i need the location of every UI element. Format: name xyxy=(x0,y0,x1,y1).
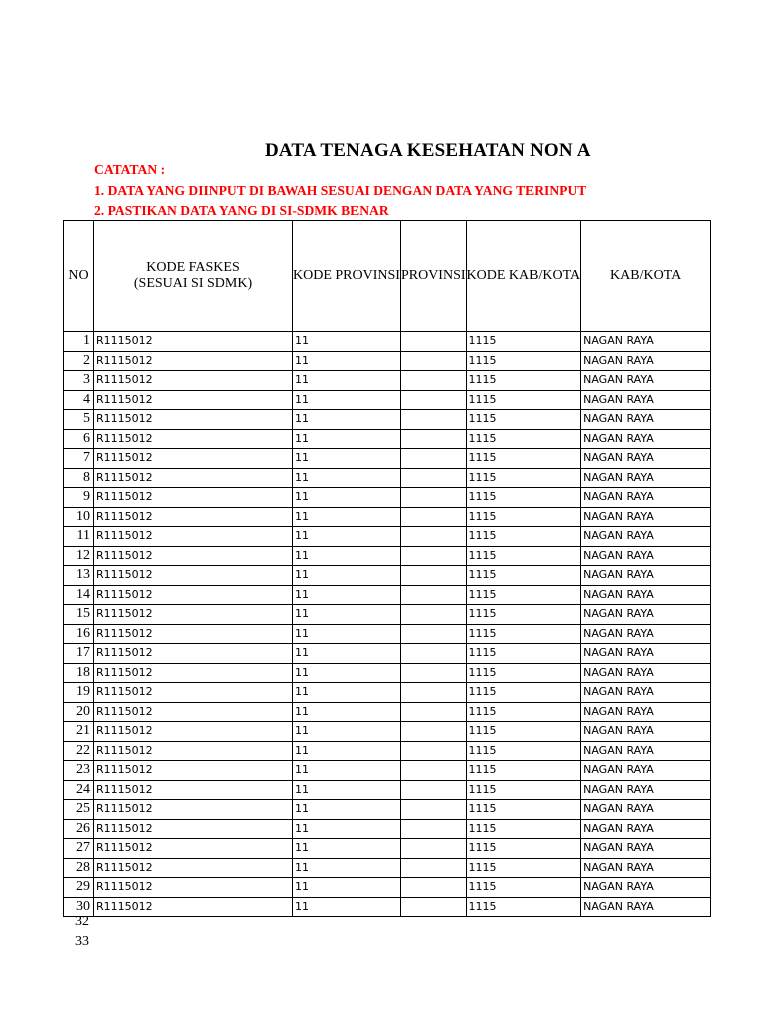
row-number: 3 xyxy=(64,371,94,391)
row-number: 24 xyxy=(64,780,94,800)
table-row xyxy=(64,683,711,703)
row-number: 17 xyxy=(64,644,94,664)
cell-kode-provinsi: 11 xyxy=(293,702,401,722)
cell-kode-provinsi: 11 xyxy=(293,644,401,664)
cell-kab-kota: NAGAN RAYA xyxy=(581,527,711,547)
cell-kab-kota: NAGAN RAYA xyxy=(581,761,711,781)
header-kode-faskes-line2: (SESUAI SI SDMK) xyxy=(133,276,253,291)
row-number: 7 xyxy=(64,449,94,469)
cell-kab-kota: NAGAN RAYA xyxy=(581,878,711,898)
cell-provinsi xyxy=(400,546,466,566)
row-number: 30 xyxy=(64,897,94,917)
cell-kode-kab: 1115 xyxy=(466,488,581,508)
cell-kode-faskes: R1115012 xyxy=(94,605,293,625)
data-table xyxy=(63,220,711,917)
cell-kode-provinsi: 11 xyxy=(293,819,401,839)
cell-kode-faskes: R1115012 xyxy=(94,839,293,859)
row-number: 5 xyxy=(64,410,94,430)
cell-kode-kab: 1115 xyxy=(466,722,581,742)
cell-kode-faskes: R1115012 xyxy=(94,410,293,430)
cell-kab-kota: NAGAN RAYA xyxy=(581,410,711,430)
cell-kab-kota: NAGAN RAYA xyxy=(581,741,711,761)
cell-kode-kab: 1115 xyxy=(466,390,581,410)
cell-kab-kota: NAGAN RAYA xyxy=(581,858,711,878)
header-kode-provinsi xyxy=(293,221,401,332)
table-row xyxy=(64,839,711,859)
cell-kode-provinsi: 11 xyxy=(293,507,401,527)
cell-kode-kab: 1115 xyxy=(466,819,581,839)
note-item-2: 2. PASTIKAN DATA YANG DI SI-SDMK BENAR xyxy=(94,203,389,218)
table-header-row xyxy=(64,221,711,332)
header-kode-provinsi-text: KODE PROVINSI xyxy=(293,268,400,283)
cell-kode-faskes: R1115012 xyxy=(94,585,293,605)
cell-kab-kota: NAGAN RAYA xyxy=(581,839,711,859)
row-number: 16 xyxy=(64,624,94,644)
cell-kode-provinsi: 11 xyxy=(293,546,401,566)
row-number: 11 xyxy=(64,527,94,547)
cell-kab-kota: NAGAN RAYA xyxy=(581,702,711,722)
cell-kode-kab: 1115 xyxy=(466,624,581,644)
row-number: 2 xyxy=(64,351,94,371)
row-number: 10 xyxy=(64,507,94,527)
cell-provinsi xyxy=(400,878,466,898)
cell-provinsi xyxy=(400,858,466,878)
cell-kode-faskes: R1115012 xyxy=(94,897,293,917)
cell-kab-kota: NAGAN RAYA xyxy=(581,644,711,664)
cell-provinsi xyxy=(400,566,466,586)
table-row xyxy=(64,663,711,683)
table-row xyxy=(64,332,711,352)
table-row xyxy=(64,546,711,566)
cell-kode-provinsi: 11 xyxy=(293,429,401,449)
cell-kab-kota: NAGAN RAYA xyxy=(581,546,711,566)
cell-kode-faskes: R1115012 xyxy=(94,449,293,469)
cell-kab-kota: NAGAN RAYA xyxy=(581,683,711,703)
cell-kode-kab: 1115 xyxy=(466,839,581,859)
cell-kode-kab: 1115 xyxy=(466,585,581,605)
table-row xyxy=(64,761,711,781)
cell-kode-faskes: R1115012 xyxy=(94,722,293,742)
cell-kode-kab: 1115 xyxy=(466,605,581,625)
cell-kode-provinsi: 11 xyxy=(293,858,401,878)
trailing-row-number: 32 xyxy=(75,914,89,929)
cell-provinsi xyxy=(400,702,466,722)
header-kode-faskes xyxy=(94,221,293,332)
cell-kab-kota: NAGAN RAYA xyxy=(581,449,711,469)
cell-kode-faskes: R1115012 xyxy=(94,332,293,352)
cell-kode-provinsi: 11 xyxy=(293,488,401,508)
cell-kab-kota: NAGAN RAYA xyxy=(581,507,711,527)
cell-provinsi xyxy=(400,800,466,820)
cell-kode-provinsi: 11 xyxy=(293,390,401,410)
cell-kode-provinsi: 11 xyxy=(293,566,401,586)
cell-kode-provinsi: 11 xyxy=(293,741,401,761)
row-number: 20 xyxy=(64,702,94,722)
cell-kode-provinsi: 11 xyxy=(293,722,401,742)
cell-kode-kab: 1115 xyxy=(466,878,581,898)
cell-kode-kab: 1115 xyxy=(466,332,581,352)
cell-provinsi xyxy=(400,390,466,410)
row-number: 25 xyxy=(64,800,94,820)
cell-kode-faskes: R1115012 xyxy=(94,780,293,800)
cell-kode-kab: 1115 xyxy=(466,527,581,547)
cell-kode-kab: 1115 xyxy=(466,449,581,469)
cell-kode-kab: 1115 xyxy=(466,897,581,917)
table-row xyxy=(64,351,711,371)
table-row xyxy=(64,527,711,547)
row-number: 22 xyxy=(64,741,94,761)
row-number: 18 xyxy=(64,663,94,683)
cell-provinsi xyxy=(400,449,466,469)
cell-kode-kab: 1115 xyxy=(466,351,581,371)
cell-kode-faskes: R1115012 xyxy=(94,819,293,839)
table-row xyxy=(64,605,711,625)
table-row xyxy=(64,897,711,917)
header-no: NO xyxy=(64,221,94,332)
row-number: 13 xyxy=(64,566,94,586)
cell-provinsi xyxy=(400,780,466,800)
cell-kode-faskes: R1115012 xyxy=(94,429,293,449)
cell-kab-kota: NAGAN RAYA xyxy=(581,780,711,800)
cell-kode-kab: 1115 xyxy=(466,507,581,527)
cell-provinsi xyxy=(400,644,466,664)
cell-kode-faskes: R1115012 xyxy=(94,702,293,722)
cell-kab-kota: NAGAN RAYA xyxy=(581,468,711,488)
cell-provinsi xyxy=(400,683,466,703)
table-row xyxy=(64,780,711,800)
document-title: DATA TENAGA KESEHATAN NON A xyxy=(265,140,591,161)
cell-provinsi xyxy=(400,819,466,839)
cell-kode-provinsi: 11 xyxy=(293,527,401,547)
cell-kab-kota: NAGAN RAYA xyxy=(581,429,711,449)
table-row xyxy=(64,741,711,761)
cell-provinsi xyxy=(400,741,466,761)
cell-kode-faskes: R1115012 xyxy=(94,371,293,391)
cell-provinsi xyxy=(400,371,466,391)
cell-kode-faskes: R1115012 xyxy=(94,683,293,703)
cell-kode-faskes: R1115012 xyxy=(94,351,293,371)
cell-kode-kab: 1115 xyxy=(466,800,581,820)
row-number: 14 xyxy=(64,585,94,605)
cell-kode-faskes: R1115012 xyxy=(94,761,293,781)
cell-kab-kota: NAGAN RAYA xyxy=(581,585,711,605)
cell-kode-faskes: R1115012 xyxy=(94,878,293,898)
cell-provinsi xyxy=(400,507,466,527)
cell-kode-provinsi: 11 xyxy=(293,351,401,371)
table-row xyxy=(64,585,711,605)
table-row xyxy=(64,449,711,469)
table-row xyxy=(64,819,711,839)
table-row xyxy=(64,702,711,722)
trailing-row-number: 33 xyxy=(75,934,89,949)
cell-kode-kab: 1115 xyxy=(466,468,581,488)
cell-kab-kota: NAGAN RAYA xyxy=(581,371,711,391)
row-number: 6 xyxy=(64,429,94,449)
cell-kode-faskes: R1115012 xyxy=(94,390,293,410)
cell-kode-provinsi: 11 xyxy=(293,605,401,625)
cell-kode-kab: 1115 xyxy=(466,761,581,781)
cell-kode-faskes: R1115012 xyxy=(94,507,293,527)
header-kode-kab xyxy=(466,221,581,332)
row-number: 21 xyxy=(64,722,94,742)
cell-kab-kota: NAGAN RAYA xyxy=(581,624,711,644)
cell-provinsi xyxy=(400,527,466,547)
cell-kode-kab: 1115 xyxy=(466,429,581,449)
cell-kab-kota: NAGAN RAYA xyxy=(581,722,711,742)
cell-provinsi xyxy=(400,332,466,352)
cell-kab-kota: NAGAN RAYA xyxy=(581,800,711,820)
header-kode-kab-text: KODE KAB/KOTA xyxy=(466,268,581,283)
cell-kode-kab: 1115 xyxy=(466,644,581,664)
cell-kab-kota: NAGAN RAYA xyxy=(581,488,711,508)
cell-kode-provinsi: 11 xyxy=(293,683,401,703)
cell-provinsi xyxy=(400,410,466,430)
cell-kode-provinsi: 11 xyxy=(293,800,401,820)
cell-kode-faskes: R1115012 xyxy=(94,546,293,566)
row-number: 23 xyxy=(64,761,94,781)
cell-kode-kab: 1115 xyxy=(466,858,581,878)
cell-kab-kota: NAGAN RAYA xyxy=(581,897,711,917)
row-number: 12 xyxy=(64,546,94,566)
cell-kode-kab: 1115 xyxy=(466,546,581,566)
table-row xyxy=(64,878,711,898)
row-number: 15 xyxy=(64,605,94,625)
cell-kode-faskes: R1115012 xyxy=(94,800,293,820)
note-item-1: 1. DATA YANG DIINPUT DI BAWAH SESUAI DENGAN DATA YANG TERINPUT xyxy=(94,183,587,198)
cell-provinsi xyxy=(400,605,466,625)
cell-kode-kab: 1115 xyxy=(466,410,581,430)
cell-kode-kab: 1115 xyxy=(466,683,581,703)
cell-kode-faskes: R1115012 xyxy=(94,663,293,683)
cell-kode-kab: 1115 xyxy=(466,663,581,683)
header-kode-faskes-line1: KODE FASKES xyxy=(146,260,240,275)
cell-kab-kota: NAGAN RAYA xyxy=(581,351,711,371)
cell-kode-kab: 1115 xyxy=(466,566,581,586)
cell-kode-faskes: R1115012 xyxy=(94,741,293,761)
cell-provinsi xyxy=(400,722,466,742)
cell-provinsi xyxy=(400,468,466,488)
cell-kode-provinsi: 11 xyxy=(293,449,401,469)
cell-provinsi xyxy=(400,761,466,781)
cell-kode-faskes: R1115012 xyxy=(94,858,293,878)
cell-provinsi xyxy=(400,897,466,917)
cell-kode-provinsi: 11 xyxy=(293,468,401,488)
cell-provinsi xyxy=(400,429,466,449)
table-row xyxy=(64,644,711,664)
note-heading: CATATAN : xyxy=(94,162,166,177)
cell-kab-kota: NAGAN RAYA xyxy=(581,605,711,625)
cell-kode-provinsi: 11 xyxy=(293,410,401,430)
cell-kab-kota: NAGAN RAYA xyxy=(581,390,711,410)
row-number: 26 xyxy=(64,819,94,839)
row-number: 28 xyxy=(64,858,94,878)
row-number: 27 xyxy=(64,839,94,859)
table-row xyxy=(64,429,711,449)
row-number: 8 xyxy=(64,468,94,488)
header-provinsi xyxy=(400,221,466,332)
cell-kode-kab: 1115 xyxy=(466,780,581,800)
cell-provinsi xyxy=(400,351,466,371)
cell-kab-kota: NAGAN RAYA xyxy=(581,566,711,586)
cell-kode-provinsi: 11 xyxy=(293,663,401,683)
cell-kode-provinsi: 11 xyxy=(293,585,401,605)
cell-kode-faskes: R1115012 xyxy=(94,527,293,547)
cell-kode-faskes: R1115012 xyxy=(94,644,293,664)
table-row xyxy=(64,858,711,878)
cell-kab-kota: NAGAN RAYA xyxy=(581,332,711,352)
cell-provinsi xyxy=(400,585,466,605)
cell-kode-provinsi: 11 xyxy=(293,371,401,391)
header-kab-kota: KAB/KOTA xyxy=(581,221,711,332)
cell-kode-faskes: R1115012 xyxy=(94,488,293,508)
table-row xyxy=(64,488,711,508)
table-row xyxy=(64,624,711,644)
cell-kode-provinsi: 11 xyxy=(293,839,401,859)
row-number: 1 xyxy=(64,332,94,352)
table-row xyxy=(64,722,711,742)
header-provinsi-text: PROVINSI xyxy=(400,268,466,283)
cell-kode-faskes: R1115012 xyxy=(94,624,293,644)
row-number: 29 xyxy=(64,878,94,898)
cell-kode-kab: 1115 xyxy=(466,702,581,722)
table-row xyxy=(64,390,711,410)
row-number: 9 xyxy=(64,488,94,508)
table-row xyxy=(64,507,711,527)
table-row xyxy=(64,566,711,586)
cell-kab-kota: NAGAN RAYA xyxy=(581,819,711,839)
cell-provinsi xyxy=(400,488,466,508)
cell-kode-provinsi: 11 xyxy=(293,780,401,800)
cell-kode-provinsi: 11 xyxy=(293,897,401,917)
row-number: 4 xyxy=(64,390,94,410)
cell-provinsi xyxy=(400,663,466,683)
cell-kode-provinsi: 11 xyxy=(293,332,401,352)
table-row xyxy=(64,800,711,820)
row-number: 19 xyxy=(64,683,94,703)
table-row xyxy=(64,410,711,430)
cell-kode-kab: 1115 xyxy=(466,741,581,761)
cell-kab-kota: NAGAN RAYA xyxy=(581,663,711,683)
cell-provinsi xyxy=(400,624,466,644)
cell-kode-faskes: R1115012 xyxy=(94,566,293,586)
table-row xyxy=(64,371,711,391)
cell-kode-provinsi: 11 xyxy=(293,761,401,781)
cell-provinsi xyxy=(400,839,466,859)
table-row xyxy=(64,468,711,488)
cell-kode-faskes: R1115012 xyxy=(94,468,293,488)
cell-kode-provinsi: 11 xyxy=(293,624,401,644)
cell-kode-kab: 1115 xyxy=(466,371,581,391)
cell-kode-provinsi: 11 xyxy=(293,878,401,898)
